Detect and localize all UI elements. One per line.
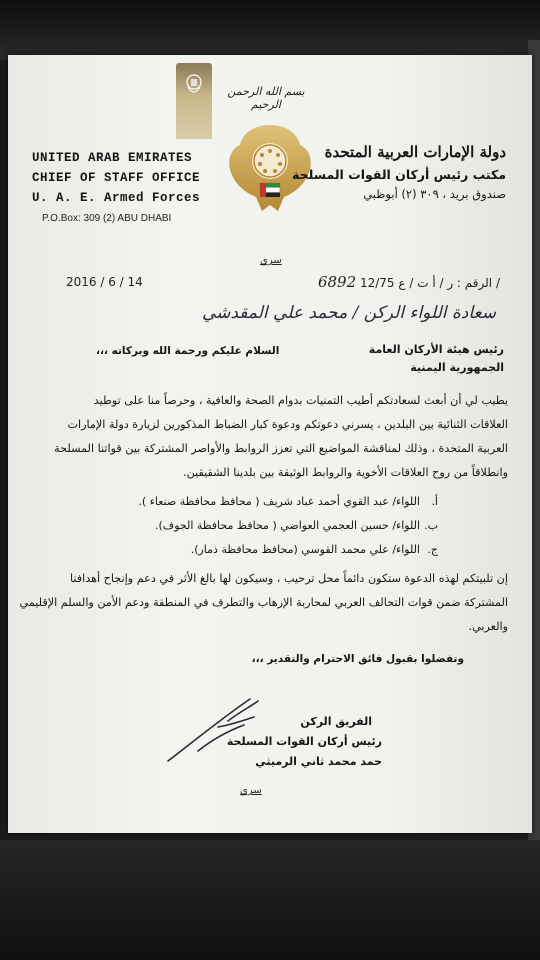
list-item: اللواء/ عبد القوي أحمد عباد شريف ( محافظ محافظة صنعاء ). xyxy=(138,495,420,508)
classification-bottom: سري xyxy=(240,785,262,796)
desk-background-bottom xyxy=(0,840,540,960)
recipient-country: الجمهورية اليمنية xyxy=(410,361,504,374)
body-paragraph-1-line: وانطلاقاً من روح العلاقات الأخوية والروابط الوثيقة بين بلدينا الشقيقين. xyxy=(183,466,508,479)
letterhead-ar-office: مكتب رئيس أركان القوات المسلحة xyxy=(292,167,506,182)
recipient-title: رئيس هيئة الأركان العامة xyxy=(368,343,504,356)
body-paragraph-1-line: العلاقات الثنائية بين البلدين ، يسرني دعوتكم ودعوة كبار الضباط المذكورين لزيارة دولة الإمارات xyxy=(67,418,508,431)
letterhead-en-office: CHIEF OF STAFF OFFICE xyxy=(32,171,201,185)
body-paragraph-2-line: إن تلبيتكم لهذه الدعوة ستكون دائماً محل ترحيب ، وسيكون لها بالغ الأثر في دعم وإنجاح أهدافنا xyxy=(70,572,508,585)
letter-date: 2016 / 6 / 14 xyxy=(66,275,143,289)
list-item-letter: ب. xyxy=(424,519,438,532)
letterhead-ar-pobox: صندوق بريد ، ٣٠٩ (٢) أبوظبي xyxy=(363,187,506,201)
letterhead-en-forces: U. A. E. Armed Forces xyxy=(32,191,201,205)
handwritten-addressee: سعادة اللواء الركن / محمد علي المقدشي xyxy=(201,303,496,323)
signatory-rank: الفريق الركن xyxy=(300,715,372,728)
list-item-letter: ج. xyxy=(427,543,438,556)
signatory-name: حمد محمد ثاني الرميثي xyxy=(255,755,382,768)
reference-handwritten-number: 6892 xyxy=(317,273,357,291)
signatory-title: رئيس أركان القوات المسلحة xyxy=(226,735,382,748)
body-paragraph-2-line: المشتركة ضمن قوات التحالف العربي لمحاربة الإرهاب والتطرف في المنطقة ودعم الأمن والسلم الإقليمي xyxy=(19,596,508,609)
classification-top: سري xyxy=(260,255,282,266)
reference-number xyxy=(318,273,500,291)
desk-background-top xyxy=(0,0,540,60)
list-item-letter: أ. xyxy=(431,495,438,508)
list-item: اللواء/ حسين العجمي العواضي ( محافظ محافظة الجوف). xyxy=(155,519,420,532)
list-item: اللواء/ علي محمد القوسي (محافظ محافظة ذمار). xyxy=(190,543,420,556)
falcon-emblem-small-icon xyxy=(184,73,204,97)
basmala: بسم الله الرحمن الرحيم xyxy=(227,85,305,111)
closing-line: وتفضلوا بقبول فائق الاحترام والتقدير ،،، xyxy=(251,653,464,665)
reference-label: الرقم : ر / أ ت / ع 12/75 / xyxy=(359,276,500,290)
body-paragraph-1-line: يطيب لي أن أبعث لسعادتكم أطيب التمنيات بدوام الصحة والعافية ، وحرصاً منا على توطيد xyxy=(93,394,508,407)
body-paragraph-2-line: والعربي. xyxy=(468,620,508,633)
letterhead-en-country: UNITED ARAB EMIRATES xyxy=(32,151,193,165)
body-paragraph-1-line: العربية المتحدة ، وذلك لمناقشة المواضيع التي تعزز الروابط والأواصر المشتركة بين قواتنا المسلحة xyxy=(54,442,508,455)
greeting: السلام عليكم ورحمة الله وبركاته ،،، xyxy=(96,345,280,357)
letter-paper xyxy=(8,55,532,833)
letterhead-en-pobox: P.O.Box: 309 (2) ABU DHABI xyxy=(42,213,172,224)
letterhead-ar-country: دولة الإمارات العربية المتحدة xyxy=(324,143,506,161)
